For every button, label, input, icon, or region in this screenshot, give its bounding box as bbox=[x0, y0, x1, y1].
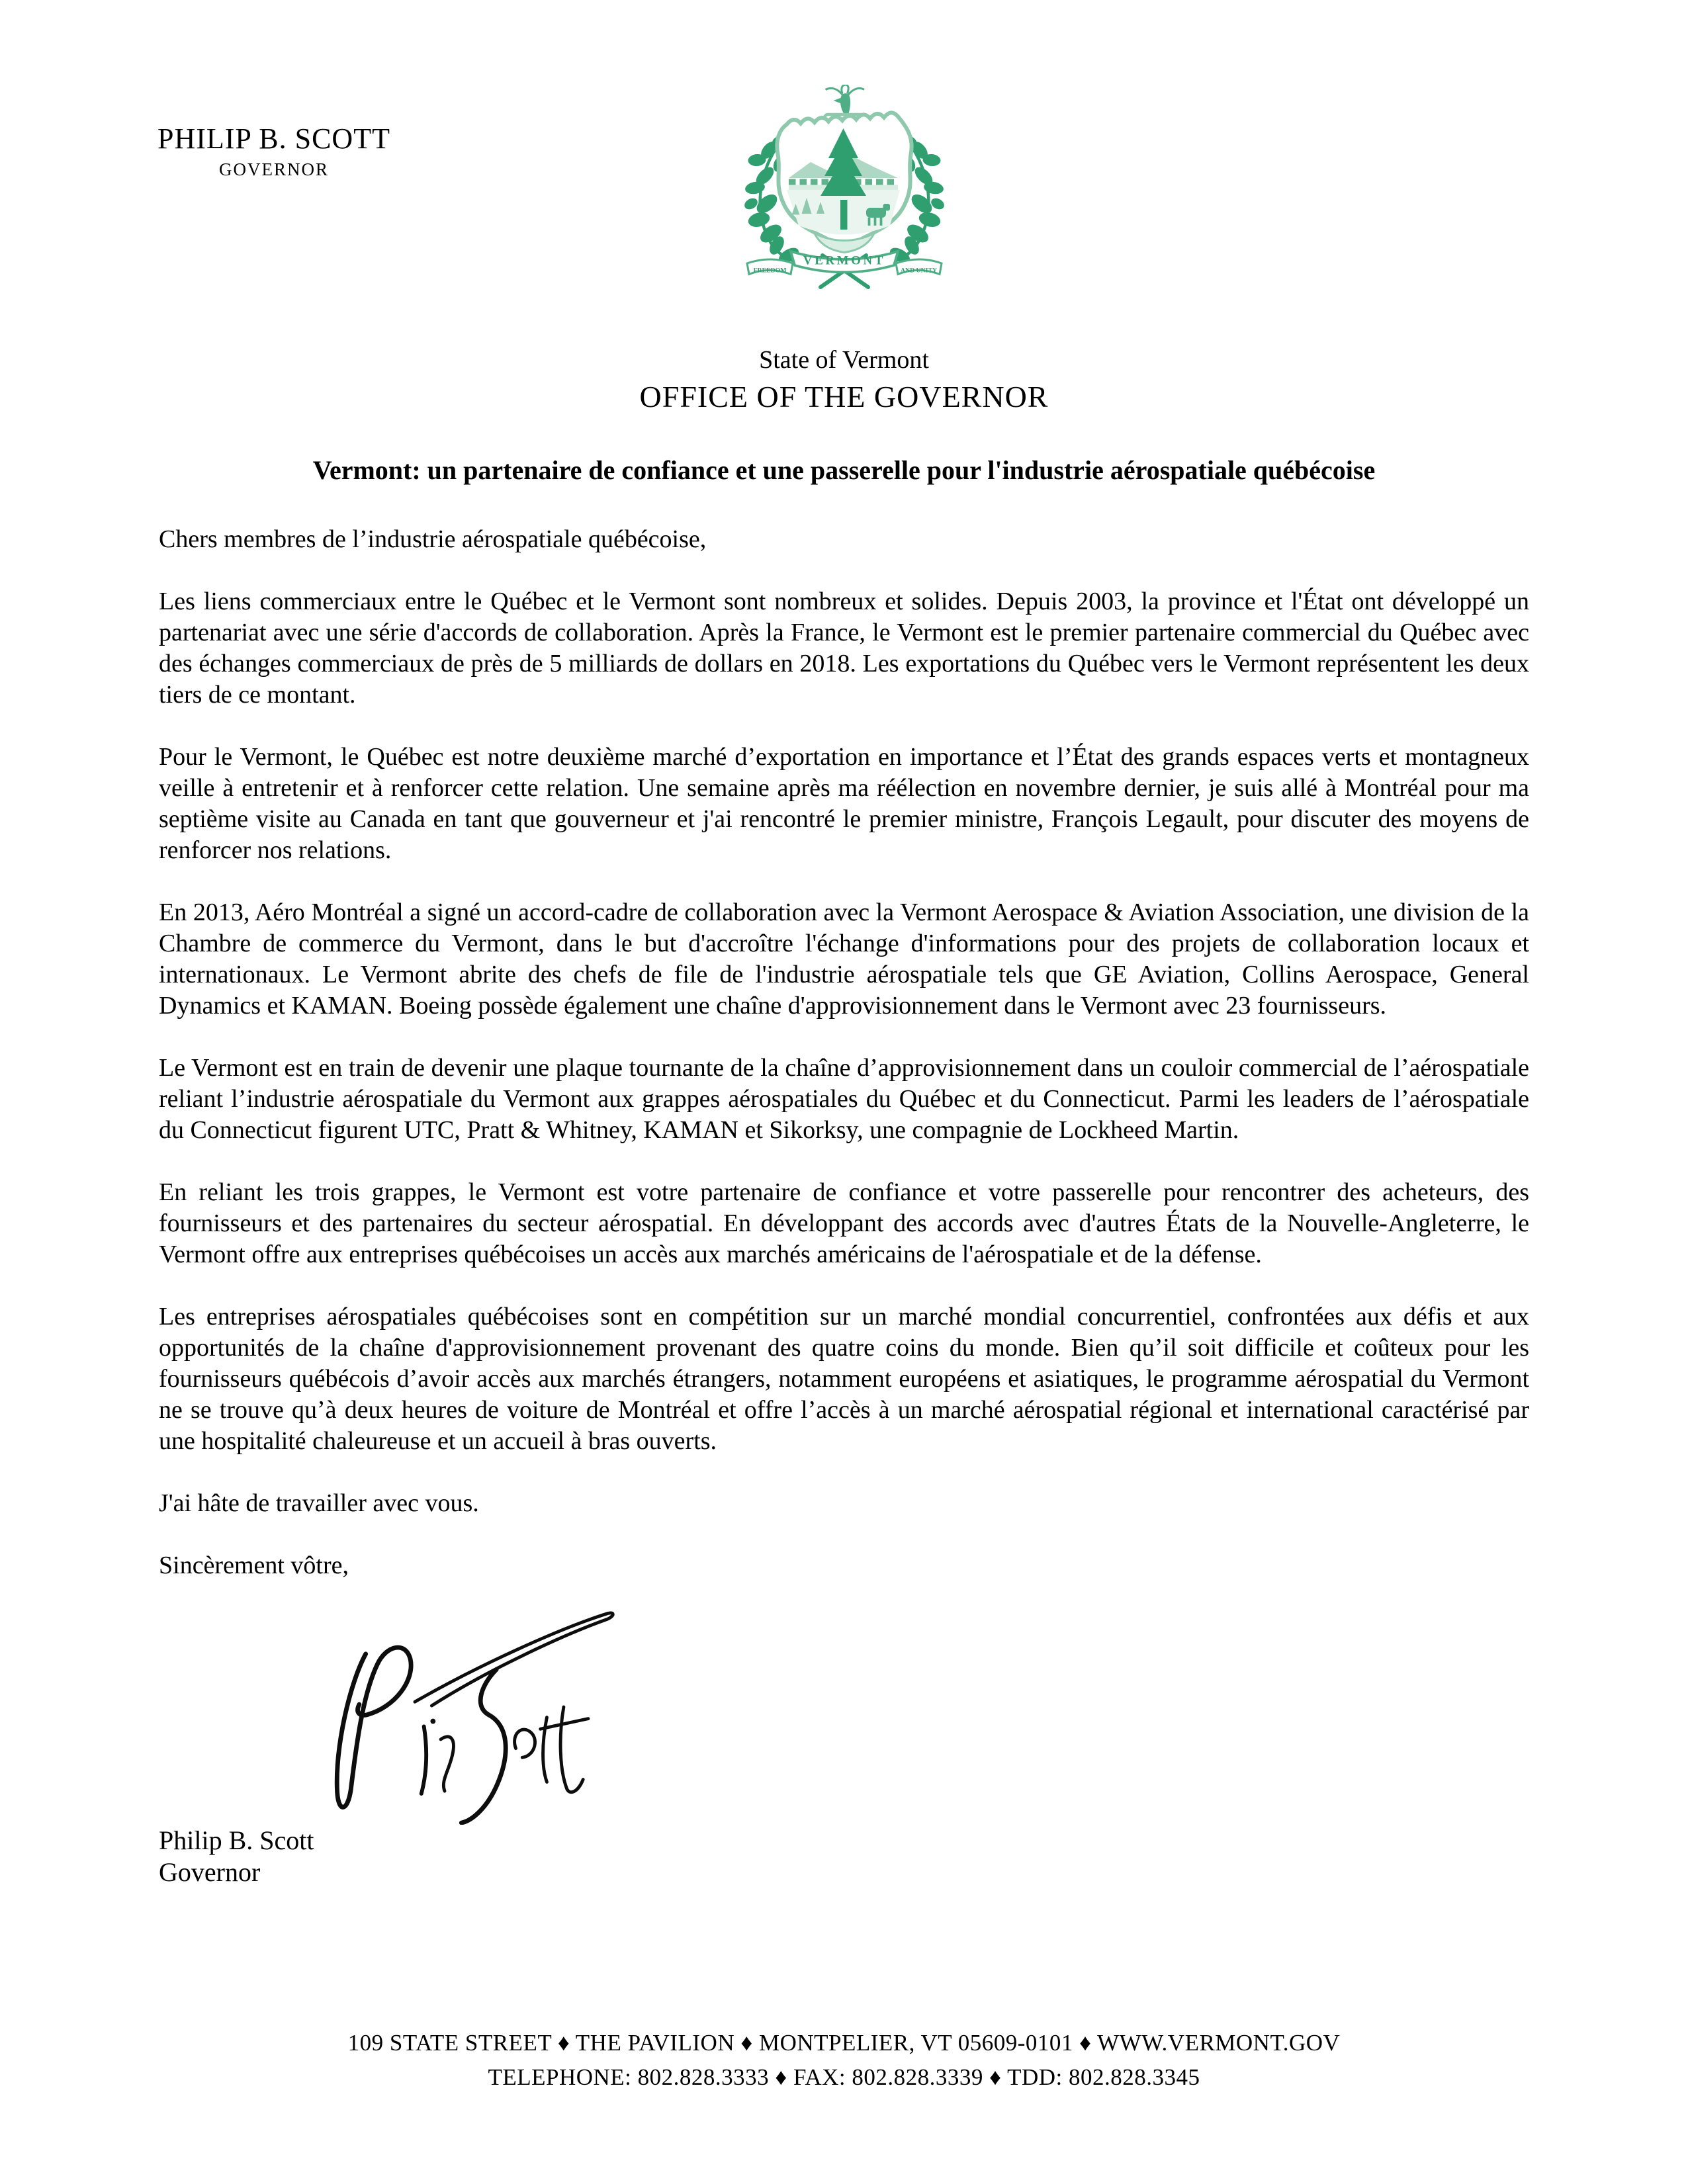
seal-banner-vermont: VERMONT bbox=[803, 253, 885, 268]
letter-subject-title: Vermont: un partenaire de confiance et une passerelle pour l'industrie aérospatiale québécoise bbox=[312, 455, 1376, 485]
body-paragraph-2: Pour le Vermont, le Québec est notre deuxième marché d’exportation en importance et l’État des grands espaces verts et montagneux veille à entretenir et à renforcer cette relation. Une semaine après ma réélection en novembre dernier, je suis allé à Montréal pour ma septième visite au Canada en tant que gouverneur et j'ai rencontré le premier ministre, François Legault, pour discuter des moyens de renforcer nos relations. bbox=[159, 743, 1529, 864]
signature bbox=[265, 1592, 1529, 1825]
valediction: Sincèrement vôtre, bbox=[159, 1551, 349, 1579]
letterhead-governor-title: GOVERNOR bbox=[218, 159, 329, 180]
letter-body bbox=[159, 524, 1529, 1888]
signer-name: Philip B. Scott bbox=[159, 1825, 314, 1855]
seal-banner-and-unity: AND UNITY bbox=[900, 267, 937, 275]
body-paragraph-6: Les entreprises aérospatiales québécoises sont en compétition sur un marché mondial concurrentiel, confrontées aux défis et aux opportunités de la chaîne d'approvisionnement provenant des quatre coins du monde. Bien qu’il soit difficile et coûteux pour les fournisseurs québécois d’avoir accès aux marchés étrangers, notamment européens et asiatiques, le programme aérospatial du Vermont ne se trouve qu’à deux heures de voiture de Montréal et offre l’accès à un marché aérospatial régional et international caractérisé par une hospitalité chaleureuse et un accueil à bras ouverts. bbox=[159, 1303, 1529, 1455]
body-paragraph-1: Les liens commerciaux entre le Québec et le Vermont sont nombreux et solides. Depuis 2003, la province et l'État ont développé un partenariat avec une série d'accords de collaboration. Après la France, le Vermont est le premier partenaire commercial du Québec avec des échanges commerciaux de près de 5 milliards de dollars en 2018. Les exportations du Québec vers le Vermont représentent les deux tiers de ce montant. bbox=[159, 588, 1529, 709]
body-paragraph-3: En 2013, Aéro Montréal a signé un accord-cadre de collaboration avec la Vermont Aerospace & Aviation Association, une division de la Chambre de commerce du Vermont, dans le but d'accroître l'échange d'informations pour des projets de collaboration locaux et internationaux. Le Vermont abrite des chefs de file de l'industrie aérospatiale tels que GE Aviation, Collins Aerospace, General Dynamics et KAMAN. Boeing possède également une chaîne d'approvisionnement dans le Vermont avec 23 fournisseurs. bbox=[159, 898, 1529, 1020]
org-line-office-of-the-governor: OFFICE OF THE GOVERNOR bbox=[639, 380, 1049, 414]
letter-content bbox=[0, 344, 1688, 1888]
body-paragraph-5: En reliant les trois grappes, le Vermont est votre partenaire de confiance et votre passerelle pour rencontrer des acheteurs, des fournisseurs et des partenaires du secteur aérospatial. En développant des accords avec d'autres États de la Nouvelle-Angleterre, le Vermont offre aux entreprises québécoises un accès aux marchés américains de l'aérospatiale et de la défense. bbox=[159, 1178, 1529, 1268]
body-paragraph-4: Le Vermont est en train de devenir une plaque tournante de la chaîne d’approvisionnement dans un couloir commercial de l’aérospatiale reliant l’industrie aérospatiale du Vermont aux grappes aérospatiales du Québec et du Connecticut. Parmi les leaders de l’aérospatiale du Connecticut figurent UTC, Pratt & Whitney, KAMAN et Sikorksy, une compagnie de Lockheed Martin. bbox=[159, 1054, 1529, 1144]
seal-banner-freedom: FREEDOM bbox=[753, 267, 786, 275]
footer-address-line: 109 STATE STREET ♦ THE PAVILION ♦ MONTPELIER, VT 05609-0101 ♦ WWW.VERMONT.GOV bbox=[347, 2030, 1341, 2056]
org-line-state-of-vermont: State of Vermont bbox=[759, 346, 929, 374]
footer-phone-line: TELEPHONE: 802.828.3333 ♦ FAX: 802.828.3339 ♦ TDD: 802.828.3345 bbox=[488, 2064, 1200, 2090]
signature-strokes bbox=[337, 1613, 613, 1823]
body-paragraph-7: J'ai hâte de travailler avec vous. bbox=[159, 1489, 479, 1517]
salutation: Chers membres de l’industrie aérospatiale québécoise, bbox=[159, 525, 707, 553]
letter-footer bbox=[0, 2026, 1688, 2095]
vermont-state-seal-icon bbox=[733, 85, 955, 294]
signer-title: Governor bbox=[159, 1857, 261, 1887]
letterhead bbox=[157, 123, 390, 180]
letterhead-governor-name: PHILIP B. SCOTT bbox=[157, 122, 390, 155]
